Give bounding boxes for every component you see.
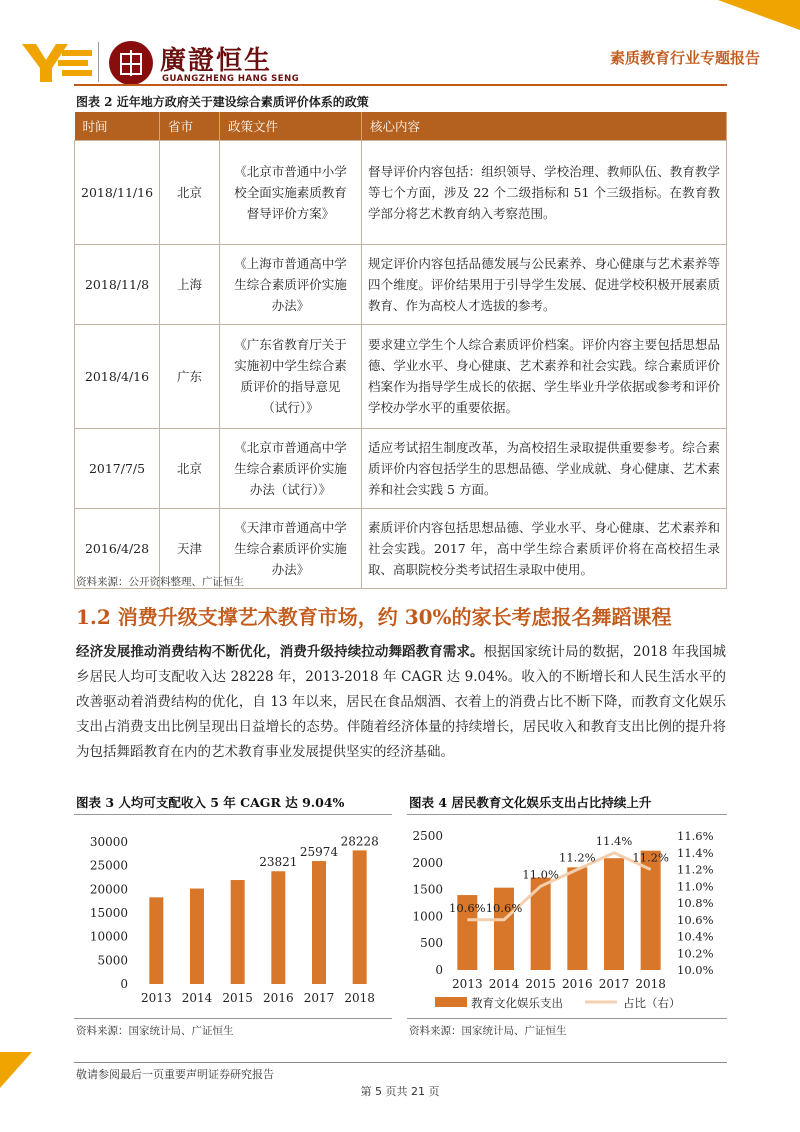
edu-spending-combo-chart	[407, 820, 729, 1017]
figure4-divider	[407, 814, 727, 815]
x-tick-label: 2014	[181, 991, 213, 1005]
bar	[149, 897, 163, 984]
cell-city: 上海	[160, 244, 220, 324]
section-paragraph	[76, 640, 726, 765]
cell-core: 规定评价内容包括品德发展与公民素养、身心健康与艺术素养等四个维度。评价结果用于引导学生发展、促进学校积极开展素质教育、作为高校人才选拔的参考。	[362, 244, 727, 324]
cell-city: 北京	[160, 428, 220, 508]
bar	[190, 889, 204, 984]
y-tick-label: 0	[120, 977, 128, 991]
data-label: 10.6%	[485, 900, 523, 915]
policy-table	[74, 112, 727, 589]
x-tick-label: 2016	[263, 991, 294, 1005]
data-label: 28228	[340, 834, 379, 849]
bar	[567, 867, 587, 970]
y-right-tick-label: 11.0%	[677, 879, 714, 894]
header-doc: 政策文件	[220, 112, 362, 140]
cell-core: 督导评价内容包括：组织领导、学校治理、教师队伍、教育教学等七个方面，涉及 22 个二级指标和 51 个三级指标。在教育教学部分将艺术教育纳入考察范围。	[362, 140, 727, 244]
footer-disclaimer: 敬请参阅最后一页重要声明证券研究报告	[76, 1068, 274, 1081]
y-right-tick-label: 10.0%	[677, 963, 714, 977]
page-number: 第 5 页共 21 页	[360, 1085, 440, 1098]
cell-city: 北京	[160, 140, 220, 244]
y-right-tick-label: 10.8%	[677, 896, 714, 910]
y-tick-label: 20000	[89, 882, 128, 897]
figure3-source: 资料来源：国家统计局、广证恒生	[76, 1025, 234, 1037]
table-row	[75, 140, 727, 244]
y-tick-label: 25000	[89, 858, 128, 873]
legend-swatch-bar	[435, 997, 467, 1007]
data-label: 11.0%	[522, 867, 559, 882]
data-label: 11.2%	[559, 850, 596, 865]
report-title: 素质教育行业专题报告	[609, 49, 760, 67]
table-header-row	[75, 112, 727, 140]
figure3-title: 图表 3 人均可支配收入 5 年 CAGR 达 9.04%	[76, 795, 345, 810]
x-tick-label: 2017	[598, 977, 630, 991]
bar	[271, 871, 285, 984]
y-right-tick-label: 11.6%	[677, 829, 714, 843]
y-left-tick-label: 0	[435, 963, 443, 977]
cell-core: 适应考试招生制度改革，为高校招生录取提供重要参考。综合素质评价内容包括学生的思想品德、学业成就、身心健康、艺术素养和社会实践 5 方面。	[362, 428, 727, 508]
cell-doc: 《天津市普通高中学生综合素质评价实施办法》	[220, 508, 362, 588]
company-seal-icon	[108, 40, 154, 86]
figure4-title: 图表 4 居民教育文化娱乐支出占比持续上升	[409, 795, 652, 810]
y-tick-label: 15000	[89, 906, 128, 920]
data-label: 23821	[259, 855, 298, 870]
header-date: 时间	[75, 112, 160, 140]
cell-date: 2017/7/5	[75, 428, 160, 508]
table-title: 图表 2 近年地方政府关于建设综合素质评价体系的政策	[76, 95, 369, 109]
x-tick-label: 2013	[452, 977, 483, 991]
header-core: 核心内容	[362, 112, 727, 140]
data-label: 11.4%	[595, 833, 633, 848]
x-tick-label: 2017	[303, 991, 335, 1005]
y-tick-label: 5000	[97, 953, 128, 968]
income-bar-chart	[74, 820, 392, 1015]
paragraph-body: 根据国家统计局的数据，2018 年我国城乡居民人均可支配收入达 28228 年，2013-2018 年 CAGR 达 9.04%。收入的不断增长和人民生活水平的改善驱动着消费结构的优化，自 13 年以来，居民在食品烟酒、衣着上的消费占比不断下降，而教育文化娱乐支出占消费支出比例呈现出日益增长的态势。伴随着经济体量的持续增长，居民收入和教育支出比例的提升将为包括舞蹈教育在内的艺术教育事业发展提供坚实的经济基础。	[76, 644, 726, 760]
figure4-bottom-divider	[407, 1018, 727, 1019]
data-label: 10.6%	[449, 900, 486, 915]
x-tick-label: 2015	[222, 991, 253, 1005]
section-title: 1.2 消费升级支撑艺术教育市场，约 30%的家长考虑报名舞蹈课程	[76, 605, 672, 629]
bar	[231, 880, 245, 984]
y-right-tick-label: 11.2%	[677, 862, 714, 877]
cell-core: 要求建立学生个人综合素质评价档案。评价内容主要包括思想品德、学业水平、身心健康、艺术素养和社会实践。综合素质评价档案作为指导学生成长的依据、学生毕业升学依据或参考和评价学校办学水平的重要依据。	[362, 324, 727, 428]
y-tick-label: 10000	[89, 929, 128, 944]
x-tick-label: 2014	[488, 977, 520, 991]
company-logo-icon	[22, 40, 94, 86]
cell-city: 天津	[160, 508, 220, 588]
y-left-tick-label: 2500	[412, 829, 443, 843]
table-source: 资料来源：公开资料整理、广证恒生	[76, 576, 244, 588]
figure3-divider	[74, 814, 392, 815]
cell-doc: 《广东省教育厅关于实施初中学生综合素质评价的指导意见（试行）》	[220, 324, 362, 428]
legend-label-line: 占比（右）	[623, 996, 681, 1010]
data-label: 11.2%	[632, 850, 669, 865]
x-tick-label: 2016	[562, 977, 593, 991]
cell-core: 素质评价内容包括思想品德、学业水平、身心健康、艺术素养和社会实践。2017 年，高中学生综合素质评价将在高校招生录取、高职院校分类考试招生录取中使用。	[362, 508, 727, 588]
company-name-en: GUANGZHENG HANG SENG	[162, 74, 300, 84]
company-name-cn: 廣證恒生	[160, 46, 273, 76]
bar	[353, 850, 367, 984]
bar	[604, 858, 624, 970]
cell-doc: 《上海市普通高中学生综合素质评价实施办法》	[220, 244, 362, 324]
x-tick-label: 2018	[344, 991, 375, 1005]
header-city: 省市	[160, 112, 220, 140]
y-right-tick-label: 10.4%	[677, 929, 714, 944]
data-label: 25974	[299, 845, 339, 860]
table-row	[75, 244, 727, 324]
legend-label-bar: 教育文化娱乐支出	[471, 996, 563, 1010]
table-row	[75, 428, 727, 508]
figure3-bottom-divider	[74, 1018, 392, 1019]
y-left-tick-label: 1500	[412, 882, 443, 897]
figure4-source: 资料来源：国家统计局、广证恒生	[409, 1025, 567, 1037]
paragraph-lead: 经济发展推动消费结构不断优化，消费升级持续拉动舞蹈教育需求。	[76, 644, 484, 660]
y-left-tick-label: 1000	[412, 909, 443, 924]
x-tick-label: 2013	[141, 991, 172, 1005]
header-divider	[74, 84, 727, 86]
cell-date: 2018/11/8	[75, 244, 160, 324]
y-left-tick-label: 2000	[412, 855, 443, 870]
cell-doc: 《北京市普通高中学生综合素质评价实施办法（试行）》	[220, 428, 362, 508]
y-right-tick-label: 10.2%	[677, 946, 714, 961]
footer-divider	[74, 1062, 727, 1063]
y-left-tick-label: 500	[420, 936, 443, 951]
y-right-tick-label: 10.6%	[677, 912, 714, 927]
table-row	[75, 324, 727, 428]
y-right-tick-label: 11.4%	[677, 845, 714, 860]
logo-separator	[98, 42, 99, 82]
cell-doc: 《北京市普通中小学校全面实施素质教育督导评价方案》	[220, 140, 362, 244]
x-tick-label: 2018	[635, 977, 666, 991]
x-tick-label: 2015	[525, 977, 556, 991]
cell-city: 广东	[160, 324, 220, 428]
corner-decoration	[718, 0, 800, 30]
cell-date: 2018/11/16	[75, 140, 160, 244]
bar	[312, 861, 326, 984]
cell-date: 2016/4/28	[75, 508, 160, 588]
cell-date: 2018/4/16	[75, 324, 160, 428]
y-tick-label: 30000	[89, 835, 128, 849]
